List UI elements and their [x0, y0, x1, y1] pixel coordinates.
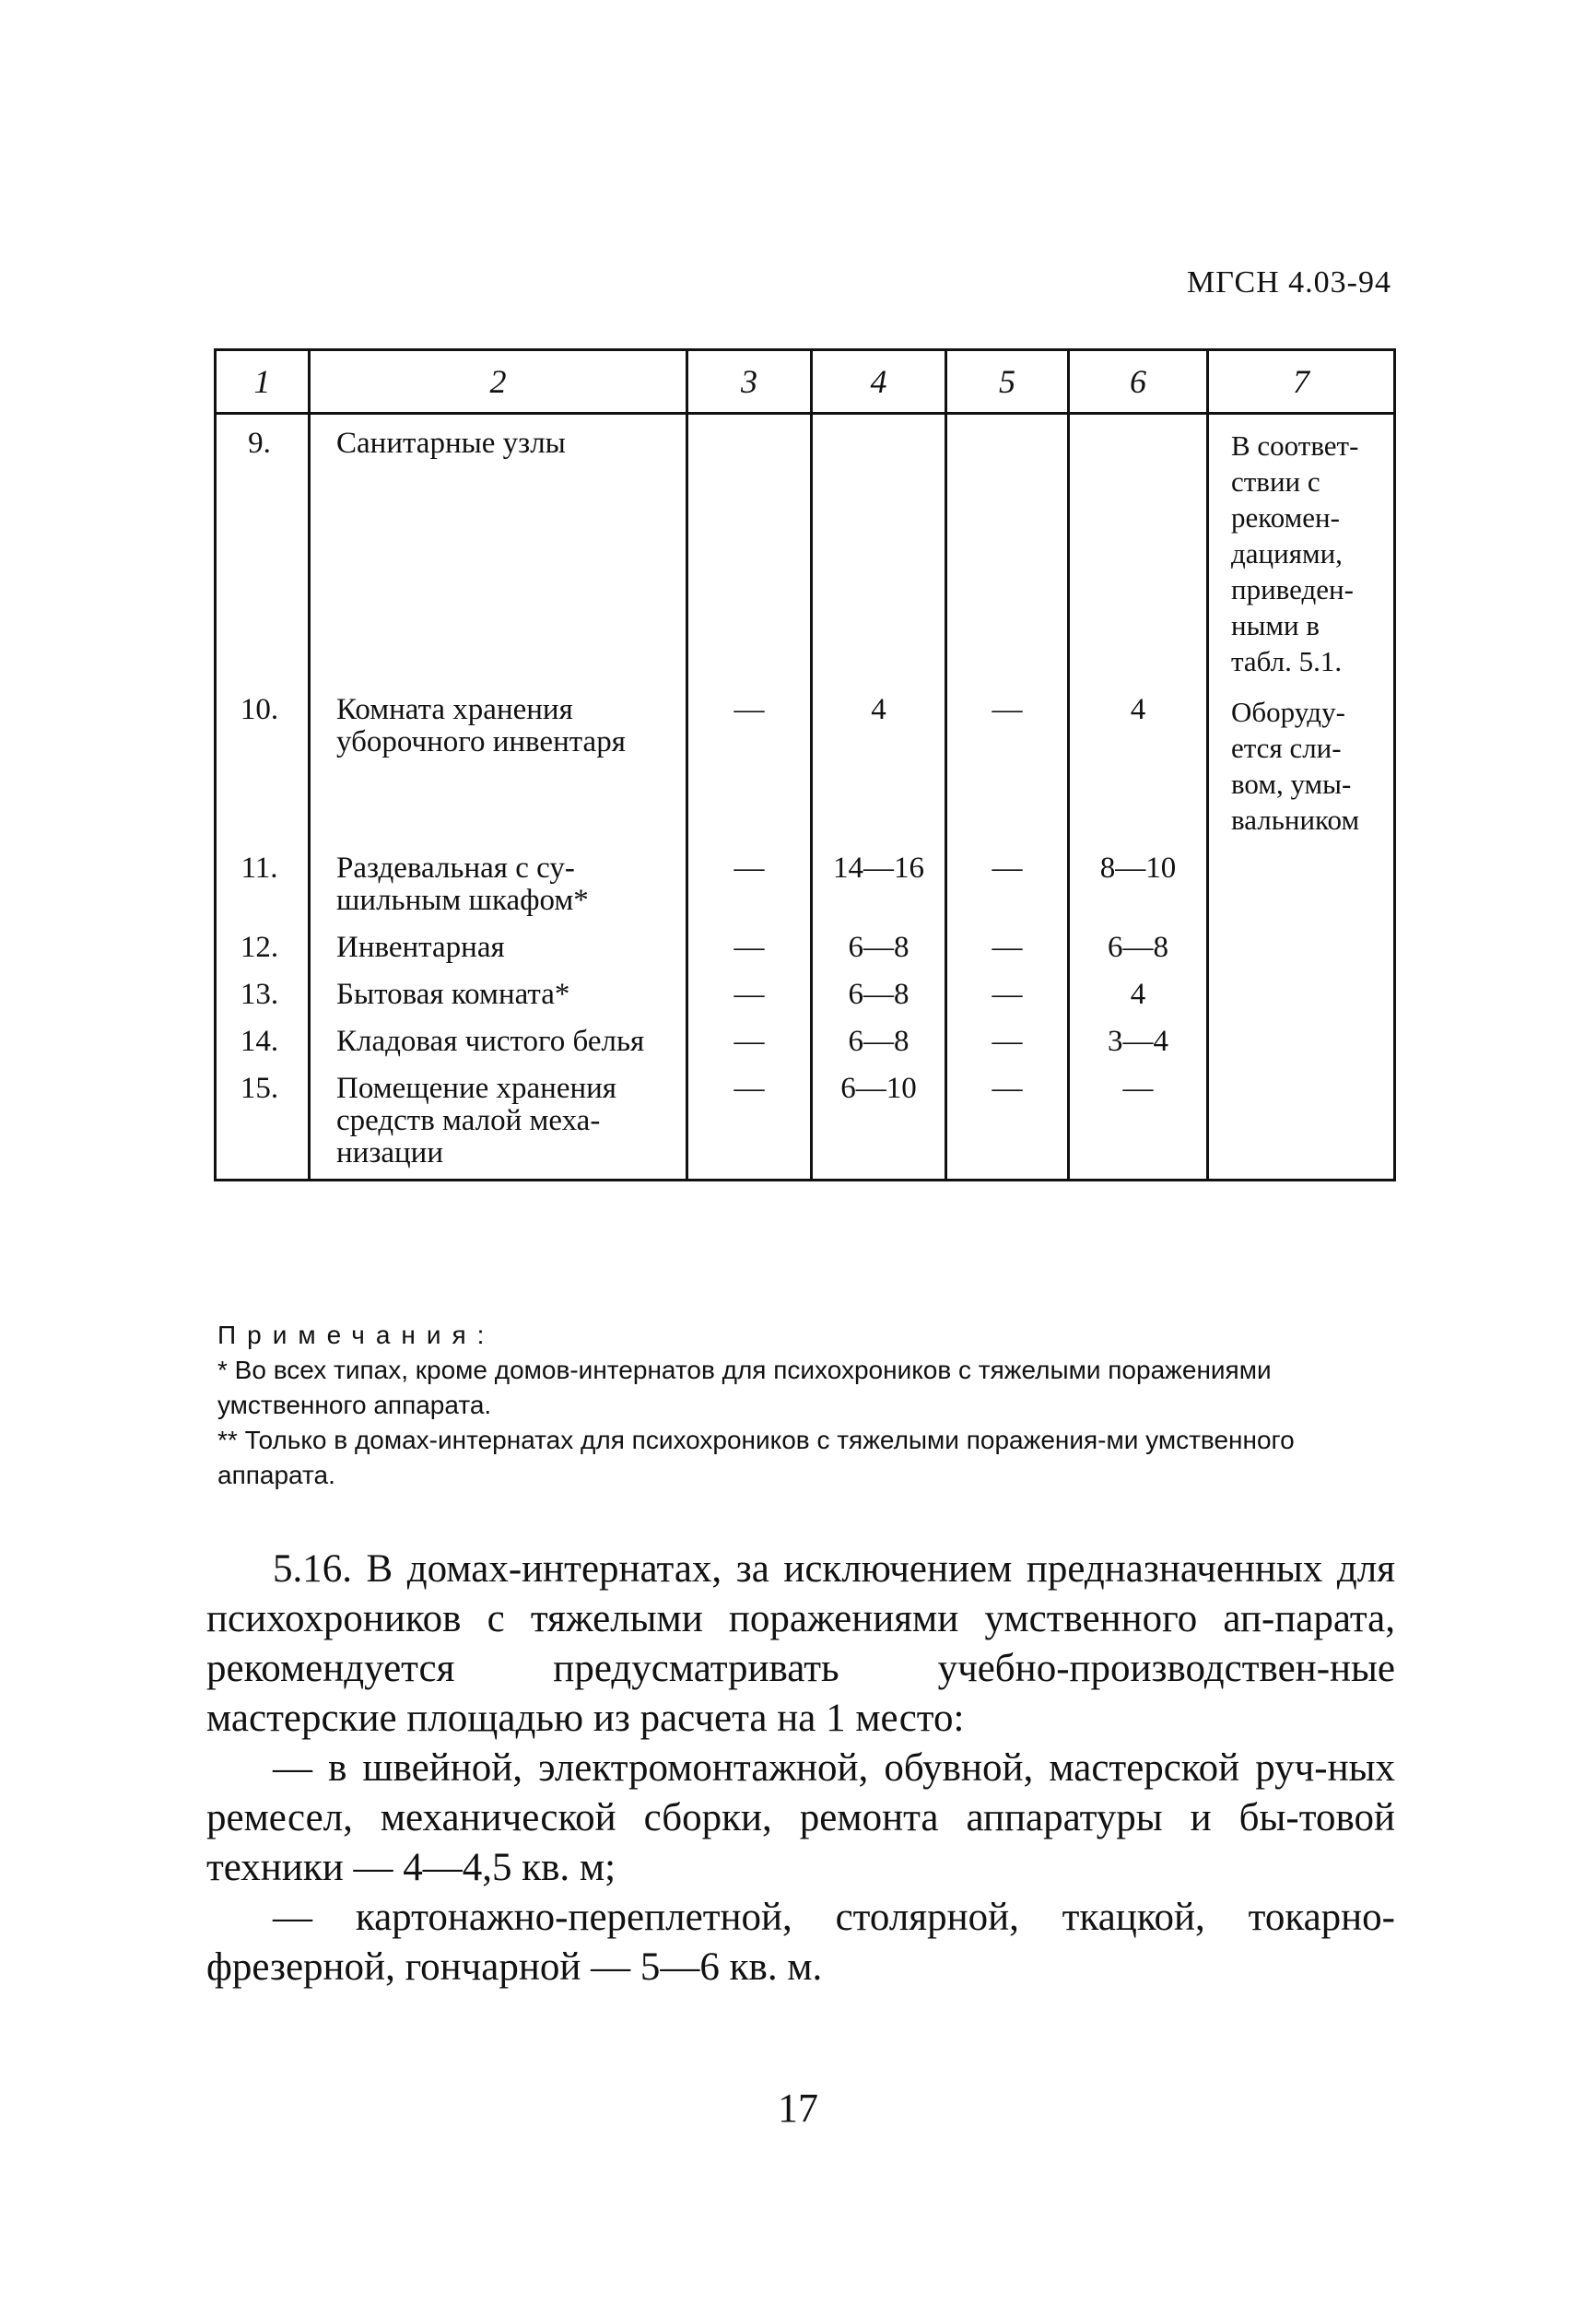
section-5-16 — [206, 1545, 1395, 1992]
row-note — [1208, 1067, 1395, 1181]
cell-col6: — — [1069, 1067, 1208, 1181]
cell-col5: — — [946, 1067, 1069, 1181]
room-name: Помещение хранения средств малой меха-низации — [310, 1067, 687, 1181]
cell-col6: 4 — [1069, 688, 1208, 847]
table-row — [216, 414, 1395, 689]
room-name: Комната хранения уборочного инвентаря — [310, 688, 687, 847]
room-name: Санитарные узлы — [310, 414, 687, 689]
cell-col6 — [1069, 414, 1208, 689]
column-header: 7 — [1208, 350, 1395, 414]
row-number: 12. — [216, 926, 310, 973]
table-row — [216, 1067, 1395, 1181]
column-header: 2 — [310, 350, 687, 414]
row-note: Оборуду-ется сли-вом, умы-вальником — [1208, 688, 1395, 847]
row-number: 15. — [216, 1067, 310, 1181]
cell-col4: 6—8 — [812, 973, 946, 1020]
paragraph: — в швейной, электромонтажной, обувной, мастерской руч-ных ремесел, механической сборки, ремонта аппаратуры и бы-товой техники — 4—4,5 кв. м; — [206, 1746, 1395, 1889]
cell-col3 — [687, 414, 812, 689]
paragraph: — картонажно-переплетной, столярной, ткацкой, токарно-фрезерной, гончарной — 5—6 кв. м. — [206, 1896, 1395, 1989]
cell-col5 — [946, 414, 1069, 689]
note-item: * Во всех типах, кроме домов-интернатов для психохроников с тяжелыми поражениями умственного аппарата. — [217, 1356, 1272, 1419]
cell-col3: — — [687, 973, 812, 1020]
rooms-table — [214, 348, 1396, 1181]
cell-col5: — — [946, 973, 1069, 1020]
row-number: 11. — [216, 847, 310, 926]
row-note — [1208, 973, 1395, 1020]
column-header: 1 — [216, 350, 310, 414]
cell-col3: — — [687, 1067, 812, 1181]
room-name: Бытовая комната* — [310, 973, 687, 1020]
row-note — [1208, 1020, 1395, 1067]
cell-col4: 6—8 — [812, 926, 946, 973]
row-number: 14. — [216, 1020, 310, 1067]
cell-col4: 6—10 — [812, 1067, 946, 1181]
row-note — [1208, 926, 1395, 973]
cell-col5: — — [946, 847, 1069, 926]
page-number: 17 — [778, 2086, 818, 2131]
table-row — [216, 926, 1395, 973]
column-header: 3 — [687, 350, 812, 414]
cell-col4 — [812, 414, 946, 689]
cell-col5: — — [946, 688, 1069, 847]
column-header: 6 — [1069, 350, 1208, 414]
cell-col6: 3—4 — [1069, 1020, 1208, 1067]
paragraph: 5.16. В домах-интернатах, за исключением предназначенных для психохроников с тяжелыми поражениями умственного ап-парата, рекомендуется предусматривать учебно-производствен-ные мастерские площадью из расчета на 1 место: — [206, 1547, 1395, 1740]
cell-col4: 14—16 — [812, 847, 946, 926]
cell-col4: 6—8 — [812, 1020, 946, 1067]
cell-col3: — — [687, 847, 812, 926]
cell-col4: 4 — [812, 688, 946, 847]
row-number: 13. — [216, 973, 310, 1020]
table-notes — [217, 1318, 1415, 1493]
cell-col6: 8—10 — [1069, 847, 1208, 926]
table-row — [216, 1020, 1395, 1067]
table-row — [216, 847, 1395, 926]
table-row — [216, 973, 1395, 1020]
notes-title: Примечания: — [217, 1321, 496, 1349]
column-header: 4 — [812, 350, 946, 414]
table-row — [216, 688, 1395, 847]
note-item: ** Только в домах-интернатах для психохроников с тяжелыми поражения-ми умственного аппарата. — [217, 1426, 1295, 1489]
cell-col3: — — [687, 926, 812, 973]
row-number: 10. — [216, 688, 310, 847]
room-name: Инвентарная — [310, 926, 687, 973]
cell-col6: 6—8 — [1069, 926, 1208, 973]
cell-col6: 4 — [1069, 973, 1208, 1020]
room-name: Кладовая чистого белья — [310, 1020, 687, 1067]
row-number: 9. — [216, 414, 310, 689]
cell-col5: — — [946, 926, 1069, 973]
document-code: МГСН 4.03-94 — [1187, 265, 1391, 300]
room-name: Раздевальная с су-шильным шкафом* — [310, 847, 687, 926]
table-header-row — [216, 350, 1395, 414]
cell-col3: — — [687, 688, 812, 847]
column-header: 5 — [946, 350, 1069, 414]
cell-col5: — — [946, 1020, 1069, 1067]
row-note: В соответ-ствии с рекомен-дациями, приведен-ными в табл. 5.1. — [1208, 414, 1395, 689]
row-note — [1208, 847, 1395, 926]
cell-col3: — — [687, 1020, 812, 1067]
